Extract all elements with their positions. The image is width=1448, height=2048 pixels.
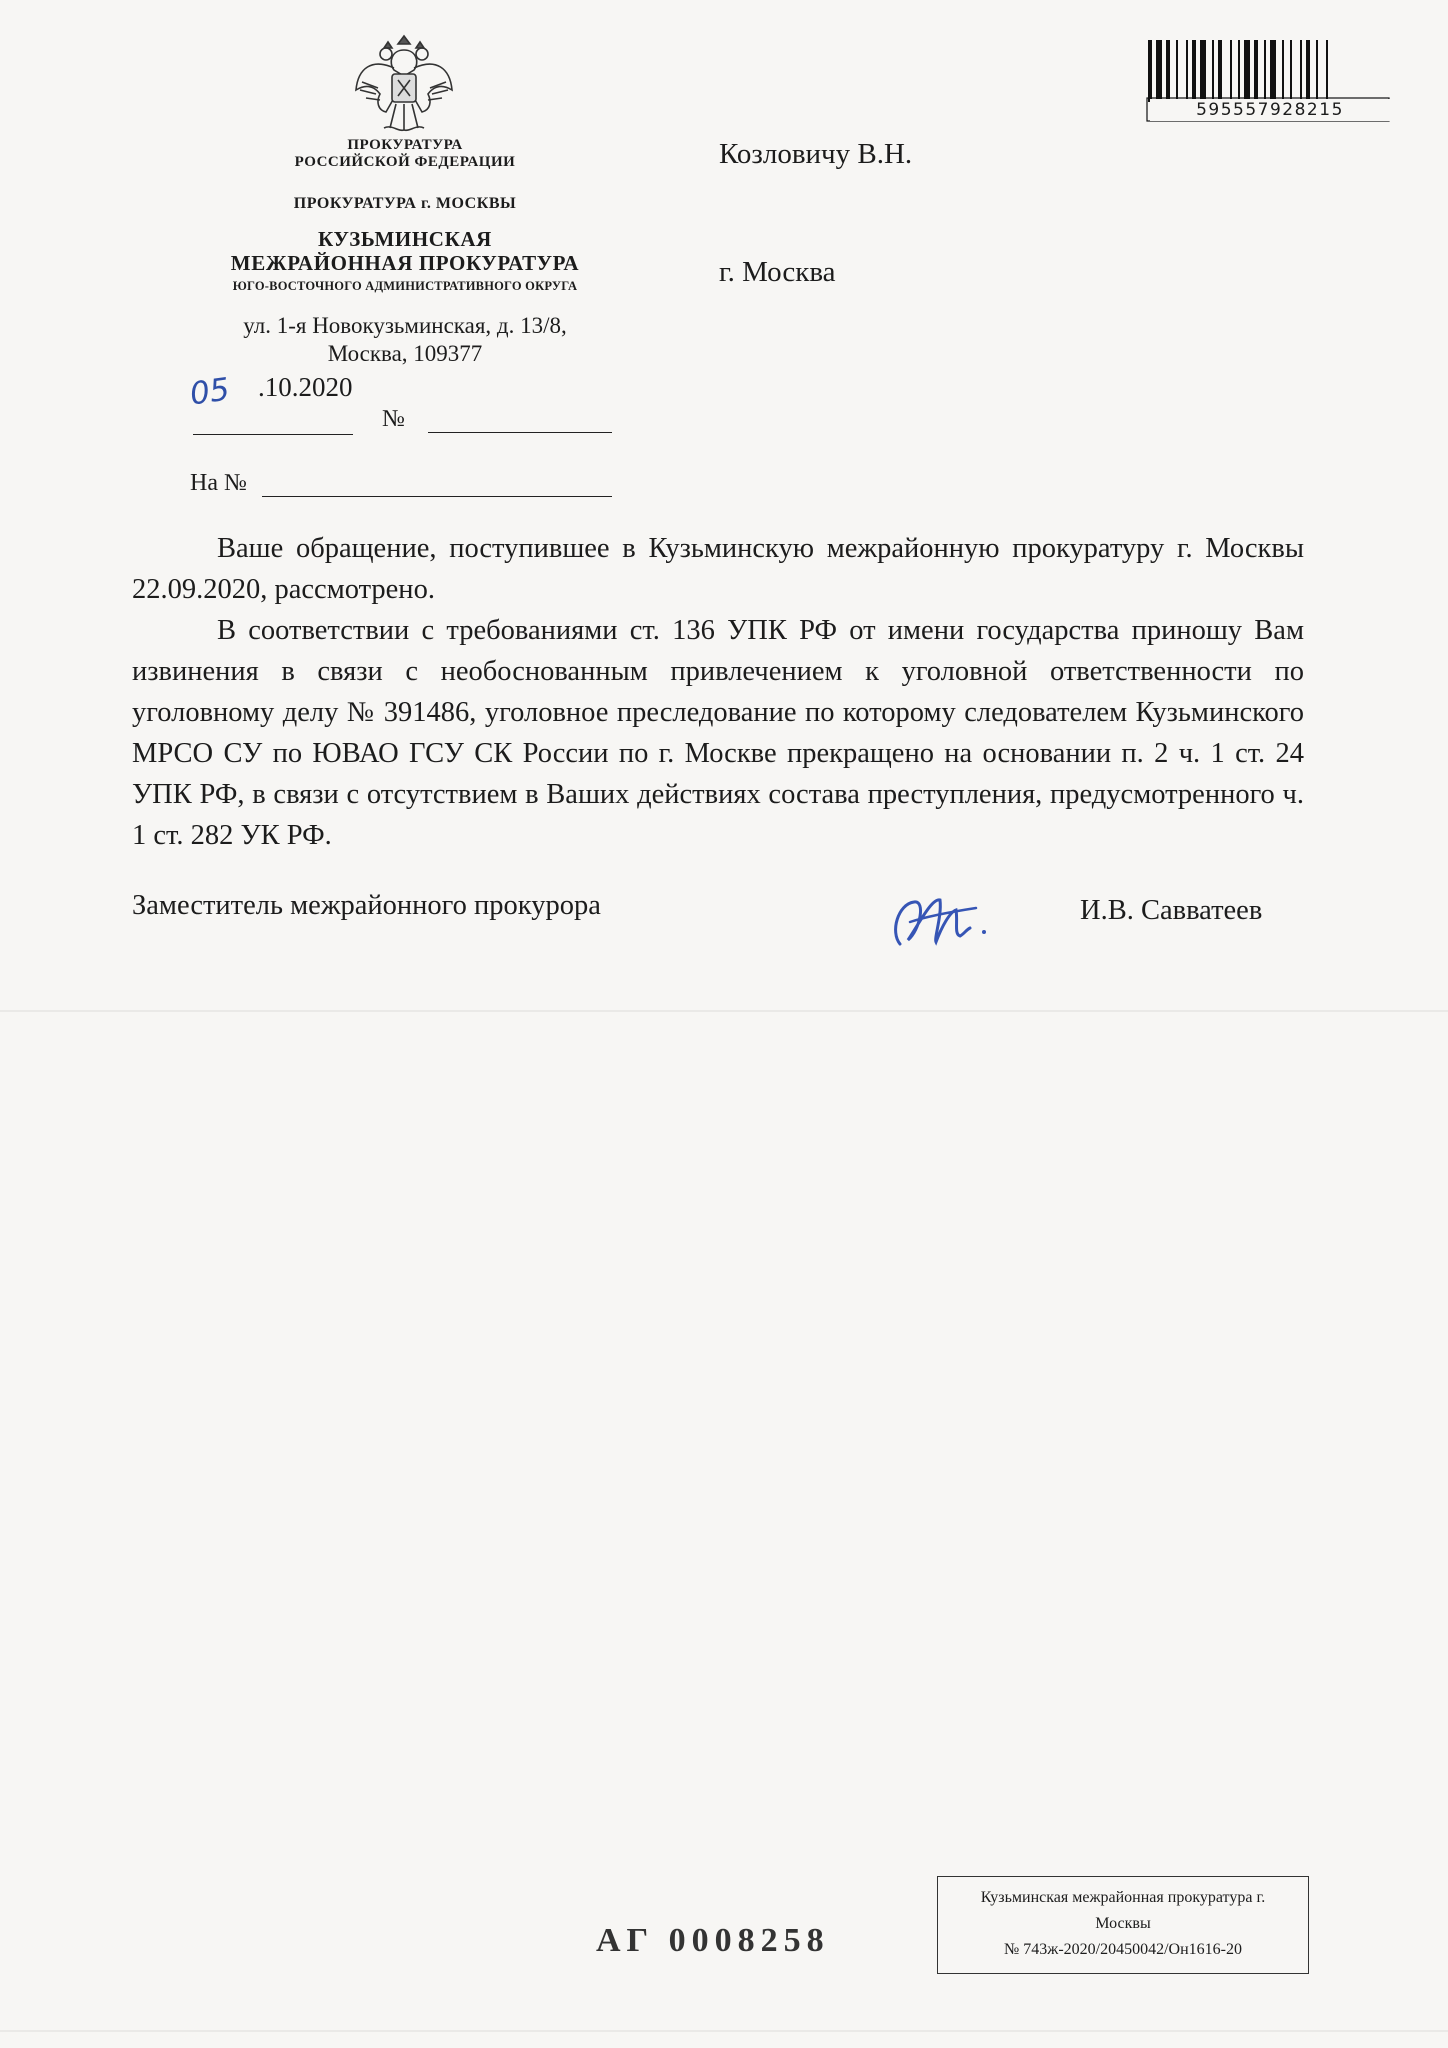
org-address: Москва, 109377 — [327, 341, 483, 366]
signatory-name: И.В. Савватеев — [1080, 895, 1263, 926]
org-city-line: ПРОКУРАТУРА г. МОСКВЫ — [293, 195, 517, 212]
reference-number-line — [262, 452, 612, 497]
org-district-subtitle: ЮГО-ВОСТОЧНОГО АДМИНИСТРАТИВНОГО ОКРУГА — [232, 279, 578, 293]
barcode-bar — [1270, 40, 1276, 102]
org-district-name: МЕЖРАЙОННАЯ ПРОКУРАТУРА — [230, 251, 580, 275]
letter-date: .10.2020 — [258, 372, 353, 402]
fold-line — [0, 2030, 1448, 2032]
barcode-bar — [1186, 40, 1188, 102]
barcode-bar — [1254, 40, 1258, 102]
org-name-line: ПРОКУРАТУРА — [347, 137, 463, 153]
letter-number-line — [428, 388, 612, 433]
barcode-bar — [1156, 40, 1162, 102]
barcode-bar — [1306, 40, 1310, 102]
barcode-bar — [1290, 40, 1292, 102]
org-address: ул. 1-я Новокузьминская, д. 13/8, — [243, 313, 567, 338]
barcode-bar — [1148, 40, 1152, 102]
barcode-bar — [1264, 40, 1266, 102]
barcode-bar — [1218, 40, 1222, 102]
letter-number-label: № — [382, 406, 405, 432]
barcode-bar — [1282, 40, 1284, 102]
org-district-name: КУЗЬМИНСКАЯ — [318, 227, 492, 251]
barcode-bar — [1300, 40, 1302, 102]
recipient-name: Козловичу В.Н. — [719, 138, 913, 170]
form-series-number: АГ 0008258 — [596, 1922, 830, 1959]
stamp-line: Кузьминская межрайонная прокуратура г. — [980, 1889, 1266, 1906]
barcode-bar — [1230, 40, 1232, 102]
body-paragraph: Ваше обращение, поступившее в Кузьминскую межрайонную прокуратуру г. Москвы 22.09.2020, рассмотрено. — [132, 533, 1304, 605]
barcode-bar — [1200, 40, 1206, 102]
recipient-city: г. Москва — [719, 256, 836, 288]
barcode-bar — [1244, 40, 1250, 102]
handwritten-signature — [880, 882, 1000, 962]
barcode-bar — [1316, 40, 1318, 102]
barcode-number: 595557928215 — [1150, 99, 1390, 121]
org-name-line: РОССИЙСКОЙ ФЕДЕРАЦИИ — [294, 154, 516, 170]
body-paragraph: В соответствии с требованиями ст. 136 УПК РФ от имени государства приношу Вам извинения в связи с необоснованным привлечением к уголовной ответственности по уголовному делу № 391486, уголовное преследование по которому следователем Кузьминского МРСО СУ по ЮВАО ГСУ СК России по г. Москве прекращено на основании п. 2 ч. 1 ст. 24 УПК РФ, в связи с отсутствием в Ваших действиях состава преступления, предусмотренного ч. 1 ст. 282 УК РФ. — [132, 615, 1304, 851]
stamp-line: № 743ж-2020/20450042/Он1616-20 — [1004, 1941, 1242, 1958]
reference-number-label: На № — [190, 470, 247, 496]
coat-of-arms-emblem — [348, 28, 460, 138]
registration-stamp — [937, 1876, 1309, 1974]
barcode-bar — [1238, 40, 1240, 102]
stamp-line: Москвы — [1095, 1915, 1151, 1932]
fold-line — [0, 1010, 1448, 1012]
barcode-bar — [1192, 40, 1196, 102]
barcode-bar — [1326, 40, 1328, 102]
signatory-title: Заместитель межрайонного прокурора — [132, 890, 601, 921]
barcode-bar — [1176, 40, 1178, 102]
barcode-bar — [1212, 40, 1214, 102]
letter-body — [132, 528, 1304, 856]
handwritten-date-day: 05 — [187, 371, 232, 413]
barcode-bar — [1166, 40, 1170, 102]
